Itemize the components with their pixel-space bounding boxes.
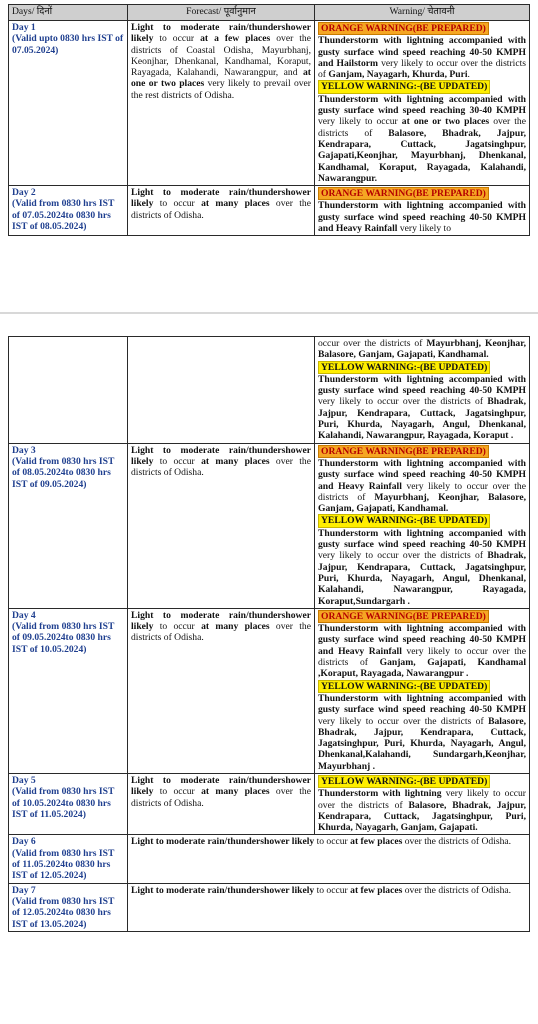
table-header-row [9, 5, 530, 21]
table-row-day4 [9, 608, 530, 773]
warning-text: Thunderstorm with lightning accompanied with gusty surface wind speed reaching 40-50 KMPH and Heavy Rainfall [318, 623, 526, 657]
forecast-text: very likely to prevail over the rest districts of Odisha. [131, 78, 311, 101]
forecast-text: over the districts of Odisha. [402, 836, 512, 848]
warning-text: very likely to occur over the districts of [318, 715, 489, 727]
warning-text: very likely to occur over the districts of [318, 645, 526, 669]
day-label: Day 4 [12, 609, 36, 621]
warning-text: very likely to occur over the districts of [318, 480, 526, 503]
warning-text: Thunderstorm with lightning [318, 788, 442, 800]
warning-text: Ganjam, Gajapati, Kandhamal ,Koraput, Rayagada, Nawarangpur . [318, 657, 527, 680]
forecast-cell [128, 883, 530, 931]
forecast-cell [128, 186, 315, 236]
day-cell [9, 443, 128, 608]
table-row-day3 [9, 443, 530, 608]
yellow-warning-badge: YELLOW WARNING:-(BE UPDATED) [318, 775, 490, 788]
warning-text: over the districts of [318, 116, 526, 139]
warning-text: very likely to occur over the districts of [318, 788, 526, 811]
forecast-text: Light to moderate rain/thundershower likely [131, 22, 311, 45]
yellow-warning-badge: YELLOW WARNING:-(BE UPDATED) [318, 680, 490, 693]
header-days: Days/ दिनों [9, 5, 128, 21]
page-two [8, 336, 529, 932]
forecast-text: over the districts of Odisha. [402, 884, 512, 896]
warning-cell [315, 21, 530, 186]
forecast-text: to occur [153, 33, 201, 45]
forecast-table-page-one [8, 4, 530, 236]
warning-text: Balasore, Bhadrak, Jajpur, Kendrapara, Cuttack, Jagatsinghpur, Puri, Khurda, Nayagarh, Ganjam, Gajapati. [318, 799, 526, 834]
day-cell [9, 337, 128, 444]
day-validity: (Valid from 0830 hrs IST of 07.05.2024to 0830 hrs IST of 08.05.2024) [12, 198, 115, 233]
forecast-text: over the districts of Odisha. [131, 621, 311, 644]
forecast-text: at one or two places [131, 67, 311, 90]
warning-text: very likely to occur over the districts of [318, 550, 488, 562]
forecast-text: Light to moderate rain/thundershower likely [131, 884, 315, 896]
forecast-text: Light to moderate rain/thundershower likely [131, 609, 311, 633]
yellow-warning-badge: YELLOW WARNING:-(BE UPDATED) [318, 80, 490, 93]
warning-text: Thunderstorm with lightning accompanied with gusty surface wind speed reaching 40-50 KMPH and Heavy Rainfall [318, 200, 526, 235]
forecast-text: to occur [153, 786, 202, 798]
orange-warning-badge: ORANGE WARNING(BE PREPARED) [318, 445, 489, 458]
day-label: Day 7 [12, 884, 36, 896]
day-cell [9, 186, 128, 236]
day-label: Day 2 [12, 187, 36, 199]
forecast-cell [128, 835, 530, 883]
warning-text: Bhadrak, Jajpur, Kendrapara, Cuttack, Jagatsinghpur, Puri, Khurda, Nayagarh, Angul, Dhenkanal, Kalahandi, Nawarangpur, Rayagada, Koraput,Sundargarh . [318, 550, 526, 607]
forecast-text: at a few places [200, 33, 271, 45]
table-row-day2 [9, 186, 530, 236]
warning-text: Ganjam, Nayagarh, Khurda, Puri [328, 69, 468, 81]
forecast-text: over the districts of Odisha. [131, 198, 311, 221]
orange-warning-badge: ORANGE WARNING(BE PREPARED) [318, 187, 489, 200]
forecast-cell [128, 21, 315, 186]
warning-text: . [467, 69, 470, 81]
yellow-warning-badge: YELLOW WARNING:-(BE UPDATED) [318, 514, 490, 527]
day-validity: (Valid upto 0830 hrs IST of 07.05.2024) [12, 33, 124, 56]
forecast-text: to occur [153, 621, 202, 633]
forecast-text: at many places [201, 198, 270, 210]
warning-cell [315, 773, 530, 834]
page-break-divider [0, 312, 538, 314]
day-validity: (Valid from 0830 hrs IST of 11.05.2024to 0830 hrs IST of 12.05.2024) [12, 847, 115, 882]
forecast-text: at many places [201, 455, 270, 467]
forecast-text: to occur [153, 455, 202, 467]
warning-text: very likely to [397, 223, 451, 235]
forecast-cell [128, 337, 315, 444]
warning-text: occur over the districts of [318, 338, 427, 349]
forecast-text: to occur [153, 198, 202, 210]
forecast-text: Light to moderate rain/thundershower likely [131, 836, 315, 848]
day-validity: (Valid from 0830 hrs IST of 09.05.2024to 0830 hrs IST of 10.05.2024) [12, 621, 115, 655]
warning-text: Thunderstorm with lightning accompanied with gusty surface wind speed reaching 40-50 KMPH [318, 373, 526, 397]
orange-warning-badge: ORANGE WARNING(BE PREPARED) [318, 610, 489, 623]
forecast-cell [128, 773, 315, 834]
forecast-cell [128, 443, 315, 608]
warning-text: Thunderstorm with lightning accompanied with gusty surface wind speed reaching 40-50 KMPH [318, 692, 526, 716]
warning-text: very likely to occur [318, 116, 402, 128]
table-row-day1 [9, 21, 530, 186]
day-cell [9, 835, 128, 883]
warning-text: Thunderstorm with lightning accompanied with gusty surface wind speed reaching 40-50 KMPH [318, 527, 526, 551]
page-one [8, 4, 529, 236]
warning-cell [315, 443, 530, 608]
forecast-text: at many places [201, 786, 270, 798]
table-row-day2-continued [9, 337, 530, 444]
warning-text: Balasore, Bhadrak, Jajpur, Kendrapara, Cuttack, Jagatsinghpur, Gajapati,Keonjhar, Mayurbhanj, Dhenkanal, Kandhamal, Koraput, Rayagada, Kalahandi, Nawarangpur. [318, 127, 527, 184]
forecast-text: Light to moderate rain/thundershower likely [131, 444, 311, 467]
header-warning: Warning/ चेतावनी [315, 5, 530, 21]
forecast-text: at few places [350, 836, 403, 848]
warning-text: Thunderstorm with lightning accompanied with gusty surface wind speed reaching 40-50 KMPH and Heavy Rainfall [318, 457, 526, 492]
warning-cell [315, 186, 530, 236]
warning-text: Thunderstorm with lightning accompanied with gusty surface wind speed reaching 30-40 KMPH [318, 93, 526, 117]
table-row-day6 [9, 835, 530, 883]
day-validity: (Valid from 0830 hrs IST of 08.05.2024to 0830 hrs IST of 09.05.2024) [12, 455, 115, 490]
day-validity: (Valid from 0830 hrs IST of 10.05.2024to 0830 hrs IST of 11.05.2024) [12, 786, 115, 820]
day-cell [9, 883, 128, 931]
forecast-text: over the districts of Coastal Odisha, Mayurbhanj, Keonjhar, Dhenkanal, Kandhamal, Koraput, Rayagada, Kalahandi, Nawarangpur, and [131, 33, 311, 79]
warning-cell [315, 608, 530, 773]
warning-text: Mayurbhanj, Keonjhar, Balasore, Ganjam, Gajapati, Kandhamal. [318, 338, 526, 361]
header-forecast: Forecast/ पूर्वानुमान [128, 5, 315, 21]
yellow-warning-badge: YELLOW WARNING:-(BE UPDATED) [318, 361, 490, 374]
table-row-day7 [9, 883, 530, 931]
day-label: Day 3 [12, 444, 36, 456]
forecast-text: at few places [350, 884, 403, 896]
day-cell [9, 21, 128, 186]
day-cell [9, 608, 128, 773]
orange-warning-badge: ORANGE WARNING(BE PREPARED) [318, 22, 489, 35]
table-row-day5 [9, 773, 530, 834]
forecast-text: to occur [314, 884, 351, 896]
forecast-text: Light to moderate rain/thundershower likely [131, 187, 311, 210]
forecast-table-page-two [8, 336, 530, 932]
warning-text: at one or two places [401, 116, 490, 128]
warning-text: very likely to occur over the districts of [318, 396, 488, 408]
forecast-text: over the districts of Odisha. [131, 786, 311, 809]
warning-text: Thunderstorm with lightning accompanied with gusty surface wind speed reaching 40-50 KMPH and Hailstorm [318, 35, 526, 69]
day-label: Day 6 [12, 836, 36, 848]
forecast-text: over the districts of Odisha. [131, 455, 311, 479]
day-cell [9, 773, 128, 834]
warning-text: Balasore, Bhadrak, Jajpur, Kendrapara, Cuttack, Jagatsinghpur, Puri, Khurda, Nayagarh, Angul, Dhenkanal,Kalahandi, Sundargarh,Keonjhar, Mayurbhanj . [318, 715, 526, 772]
warning-text: Mayurbhanj, Keonjhar, Balasore, Ganjam, Gajapati, Kandhamal. [318, 491, 526, 515]
warning-text: Bhadrak, Jajpur, Kendrapara, Cuttack, Jagatsinghpur, Puri, Khurda, Nayagarh, Angul, Dhenkanal, Kalahandi, Nawarangpur, Rayagada, Koraput . [318, 396, 526, 442]
day-label: Day 1 [12, 22, 36, 33]
forecast-text: to occur [314, 836, 351, 848]
warning-cell [315, 337, 530, 444]
forecast-text: Light to moderate rain/thundershower likely [131, 774, 311, 798]
warning-text: very likely to occur over the districts of [318, 57, 526, 81]
day-label: Day 5 [12, 774, 36, 786]
forecast-cell [128, 608, 315, 773]
day-validity: (Valid from 0830 hrs IST of 12.05.2024to 0830 hrs IST of 13.05.2024) [12, 895, 115, 930]
forecast-text: at many places [201, 621, 270, 633]
